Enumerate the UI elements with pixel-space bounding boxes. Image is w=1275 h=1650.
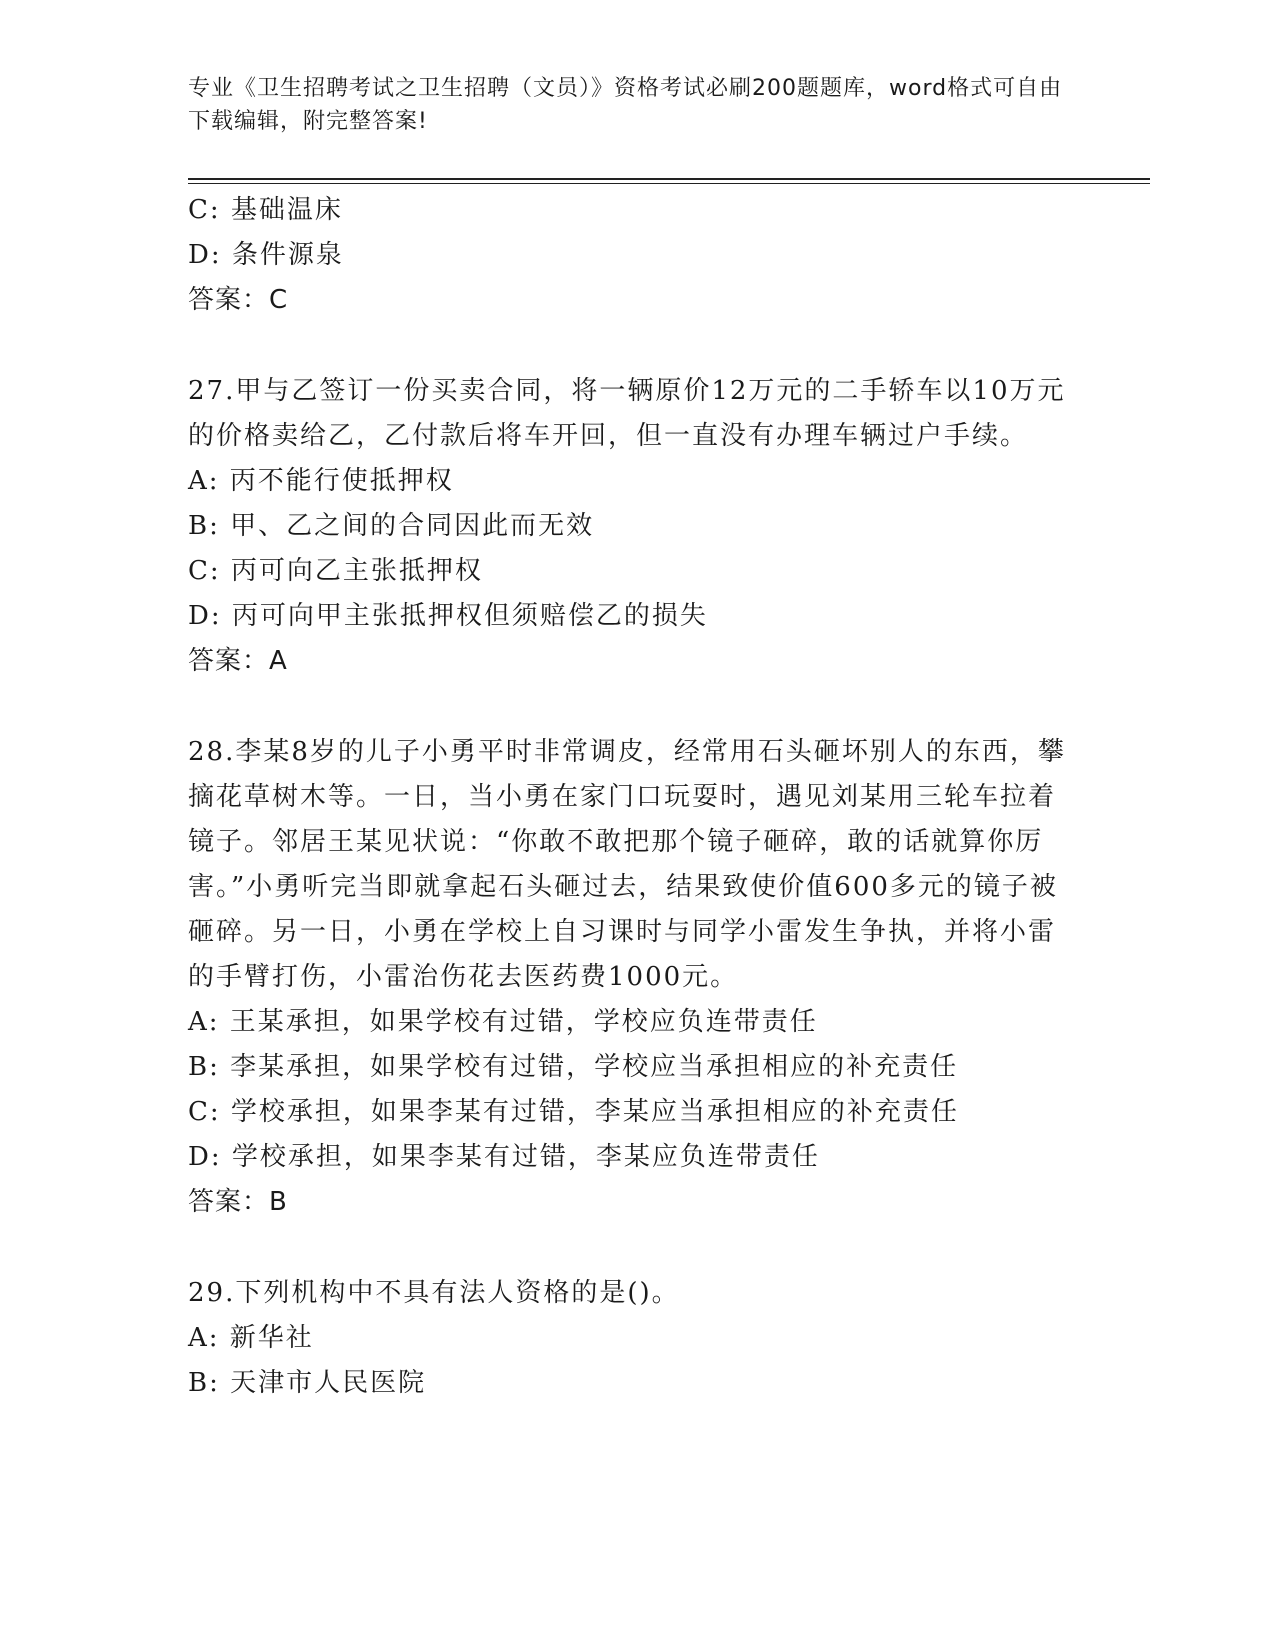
option-c: C: 学校承担，如果李某有过错，李某应当承担相应的补充责任 (188, 1097, 959, 1127)
spacer (188, 323, 1088, 369)
option-a: A: 丙不能行使抵押权 (188, 466, 454, 496)
answer-line: 答案：A (188, 646, 288, 676)
option-c: C: 基础温床 (188, 195, 343, 225)
question-text: 28.李某8岁的儿子小勇平时非常调皮，经常用石头砸坏别人的东西，攀摘花草树木等。一日，当小勇在家门口玩耍时，遇见刘某用三轮车拉着镜子。邻居王某见状说：“你敢不敢把那个镜子砸碎，敢的话就算你厉害。”小勇听完当即就拿起石头砸过去，结果致使价值600多元的镜子被砸碎。另一日，小勇在学校上自习课时与同学小雷发生争执，并将小雷的手臂打伤，小雷治伤花去医药费1000元。 (188, 737, 1066, 992)
answer-line: 答案：B (188, 1187, 288, 1217)
option-d: D: 学校承担，如果李某有过错，李某应负连带责任 (188, 1142, 820, 1172)
option-b: B: 李某承担，如果学校有过错，学校应当承担相应的补充责任 (188, 1052, 959, 1082)
option-d: D: 条件源泉 (188, 240, 344, 270)
header-divider-thick (188, 178, 1150, 180)
spacer (188, 684, 1088, 730)
question-28 (188, 730, 1088, 1225)
question-list (188, 188, 1088, 1406)
document-header: 专业《卫生招聘考试之卫生招聘（文员）》资格考试必刷200题题库，word格式可自由下载编辑，附完整答案! (188, 76, 1063, 134)
spacer (188, 1225, 1088, 1271)
option-d: D: 丙可向甲主张抵押权但须赔偿乙的损失 (188, 601, 708, 631)
question-27 (188, 369, 1088, 684)
header-divider-thin (188, 183, 1150, 184)
question-text: 27.甲与乙签订一份买卖合同，将一辆原价12万元的二手轿车以10万元的价格卖给乙，乙付款后将车开回，但一直没有办理车辆过户手续。 (188, 376, 1066, 451)
option-b: B: 甲、乙之间的合同因此而无效 (188, 511, 595, 541)
question-29 (188, 1271, 1088, 1406)
answer-line: 答案：C (188, 285, 289, 315)
previous-question-tail (188, 188, 1088, 323)
question-text: 29.下列机构中不具有法人资格的是()。 (188, 1278, 680, 1308)
option-c: C: 丙可向乙主张抵押权 (188, 556, 483, 586)
option-a: A: 王某承担，如果学校有过错，学校应负连带责任 (188, 1007, 818, 1037)
option-b: B: 天津市人民医院 (188, 1368, 427, 1398)
option-a: A: 新华社 (188, 1323, 314, 1353)
